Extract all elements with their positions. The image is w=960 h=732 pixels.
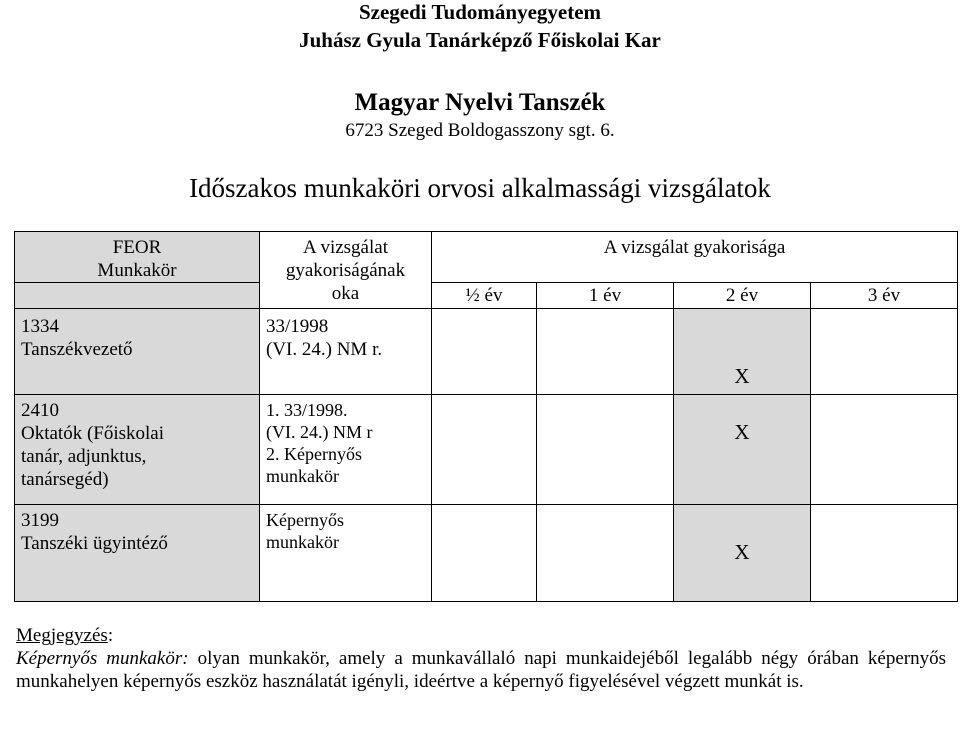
feor-header-cell — [15, 232, 260, 283]
job-title-line: tanársegéd) — [21, 469, 109, 490]
freq-1-cell — [537, 505, 674, 602]
university-name: Szegedi Tudományegyetem — [358, 0, 602, 24]
notes-term: Képernyős munkakör: — [16, 648, 189, 669]
examination-table — [14, 231, 958, 602]
department-address: 6723 Szeged Boldogasszony sgt. 6. — [345, 120, 615, 141]
faculty-name: Juhász Gyula Tanárképző Főiskolai Kar — [299, 28, 661, 52]
notes-heading-text: Megjegyzés — [16, 625, 108, 646]
notes-section — [16, 624, 946, 693]
notes-heading-colon: : — [107, 625, 114, 646]
notes-body — [16, 647, 946, 693]
reason-cell — [260, 395, 432, 505]
frequency-subheader-row — [15, 283, 958, 309]
reason-line: munkakör — [266, 466, 339, 486]
reason-header-line-3: oka — [331, 283, 360, 304]
frequency-mark: X — [734, 540, 750, 564]
freq-2-cell — [674, 505, 811, 602]
table-row — [15, 309, 958, 395]
document-title: Időszakos munkaköri orvosi alkalmassági vizsgálatok — [189, 173, 771, 203]
job-cell — [15, 395, 260, 505]
department-name: Magyar Nyelvi Tanszék — [354, 89, 606, 116]
reason-line: 2. Képernyős — [266, 444, 362, 464]
freq-1-year: 1 év — [537, 283, 674, 309]
frequency-mark: X — [734, 364, 750, 388]
reason-line: (VI. 24.) NM r. — [266, 339, 383, 360]
job-title-line: Oktatók (Főiskolai — [21, 423, 165, 444]
frequency-mark: X — [734, 420, 750, 444]
reason-cell — [260, 309, 432, 395]
freq-half-cell — [432, 505, 537, 602]
reason-line: Képernyős — [266, 510, 344, 530]
table-row — [15, 395, 958, 505]
reason-line: munkakör — [266, 532, 339, 552]
table-row — [15, 505, 958, 602]
freq-3-year: 3 év — [811, 283, 958, 309]
freq-2-cell — [674, 395, 811, 505]
notes-definition: olyan munkakör, amely a munkavállaló napi munkaidejéből legalább négy órában képernyős munkahelyen képernyős eszköz használatát igényli, ideértve a képernyő figyelésével végzett munkát is. — [16, 648, 946, 692]
job-title: Tanszéki ügyintéző — [21, 533, 168, 554]
job-title: Tanszékvezető — [21, 339, 133, 360]
freq-1-cell — [537, 395, 674, 505]
freq-3-cell — [811, 395, 958, 505]
freq-2-cell — [674, 309, 811, 395]
freq-2-year: 2 év — [674, 283, 811, 309]
table-header-row — [15, 232, 958, 283]
reason-header-line-2: gyakoriságának — [285, 260, 406, 281]
frequency-header: A vizsgálat gyakorisága — [432, 232, 958, 283]
freq-1-cell — [537, 309, 674, 395]
feor-code: 3199 — [21, 510, 59, 531]
feor-code: 1334 — [21, 316, 59, 337]
reason-header-cell — [260, 232, 432, 309]
job-cell — [15, 505, 260, 602]
job-cell — [15, 309, 260, 395]
feor-code: 2410 — [21, 400, 59, 421]
freq-half-cell — [432, 309, 537, 395]
job-title-line: tanár, adjunktus, — [21, 446, 147, 467]
freq-half-cell — [432, 395, 537, 505]
reason-line: 1. 33/1998. — [266, 400, 348, 420]
reason-line: (VI. 24.) NM r — [266, 422, 373, 442]
reason-cell — [260, 505, 432, 602]
feor-header: FEOR — [112, 237, 162, 258]
job-header: Munkakör — [97, 260, 177, 281]
freq-half-year: ½ év — [432, 283, 537, 309]
freq-3-cell — [811, 309, 958, 395]
freq-3-cell — [811, 505, 958, 602]
notes-heading — [16, 624, 946, 647]
reason-header-line-1: A vizsgálat — [303, 237, 388, 258]
reason-line: 33/1998 — [266, 316, 329, 337]
